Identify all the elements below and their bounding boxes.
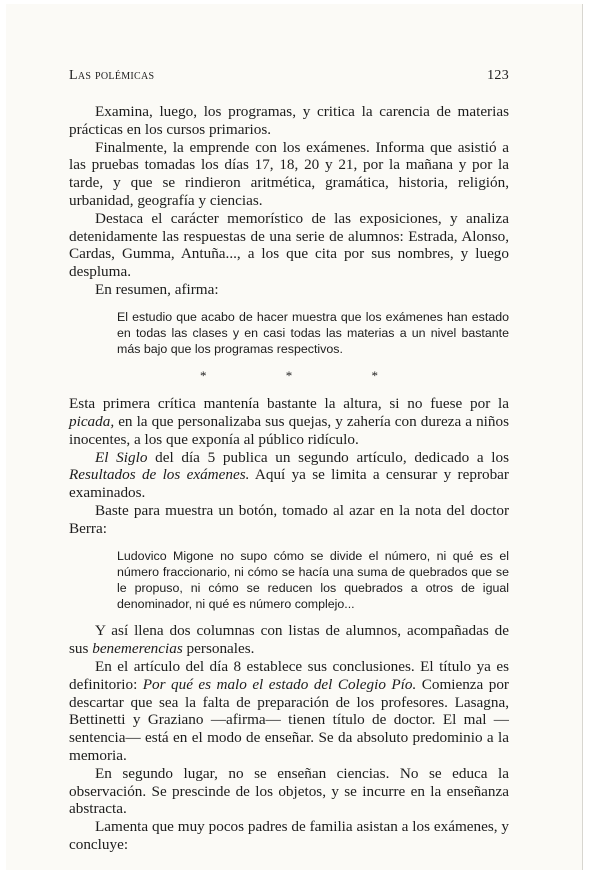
page-number: 123 bbox=[487, 68, 509, 83]
block-quote bbox=[117, 548, 509, 613]
text-run: Aquí ya se limita a censurar y reprobar examinados. bbox=[69, 466, 509, 502]
page-sheet bbox=[6, 4, 583, 870]
text-run: Y así llena dos columnas con listas de alumnos, acompañadas de sus bbox=[69, 622, 509, 658]
text-run: Comienza por descartar que sea la falta de preparación de los profesores. Lasagna, Bettinetti y Graziano —afirma— tienen título de doctor. El mal —sentencia— está en el modo de enseñar. Se da absoluto predominio a la memoria. bbox=[69, 675, 509, 764]
paragraph bbox=[69, 658, 509, 765]
italic-text: El Siglo bbox=[95, 448, 148, 466]
paragraph bbox=[69, 395, 509, 448]
paragraph: Finalmente, la emprende con los exámenes. Informa que asistió a las pruebas tomadas los días 17, 18, 20 y 21, por la mañana y por la tarde, y que se rindieron aritmética, gramática, historia, religión, urbanidad, geografía y ciencias. bbox=[69, 138, 509, 209]
italic-text: Resultados de los exámenes. bbox=[69, 466, 250, 484]
quote-text: Ludovico Migone no supo cómo se divide el número, ni qué es el número fraccionario, ni cómo se hacía una suma de quebrados que se le propuso, ni cómo se reducen los quebrados a otros de igual denominador, ni qué es número complejo... bbox=[117, 548, 509, 612]
paragraph: En segundo lugar, no se enseñan ciencias. No se educa la observación. Se prescinde de los objetos, y se incurre en la enseñanza abstracta. bbox=[69, 764, 509, 818]
text-run: en la que personalizaba sus quejas, y zahería con dureza a niños inocentes, a los que exponía al público ridículo. bbox=[69, 412, 509, 448]
italic-text: Por qué es malo el estado del Colegio Pío. bbox=[142, 675, 417, 693]
paragraph bbox=[69, 622, 509, 658]
quote-text: El estudio que acabo de hacer muestra que los exámenes han estado en todas las clases y en casi todas las materias a un nivel bastante más bajo que los programas respectivos. bbox=[117, 309, 509, 357]
paragraph: Lamenta que muy pocos padres de familia asistan a los exámenes, y concluye: bbox=[69, 818, 509, 853]
italic-text: benemerencias bbox=[92, 640, 183, 658]
paragraph bbox=[69, 449, 509, 502]
paragraph: Baste para muestra un botón, tomado al azar en la nota del doctor Berra: bbox=[69, 501, 509, 537]
block-quote bbox=[117, 309, 509, 358]
italic-text: picada, bbox=[69, 412, 115, 430]
section-separator: * * * bbox=[200, 368, 416, 384]
body-text bbox=[69, 103, 509, 854]
running-head: Las polémicas bbox=[69, 68, 155, 83]
text-run: Esta primera crítica mantenía bastante la altura, si no fuese por la bbox=[69, 395, 509, 413]
text-run: del día 5 publica un segundo artículo, dedicado a los bbox=[147, 448, 510, 466]
paragraph: En resumen, afirma: bbox=[95, 280, 219, 298]
paragraph: Examina, luego, los programas, y critica la carencia de materias prácticas en los cursos primarios. bbox=[69, 103, 509, 138]
page-header bbox=[69, 68, 509, 88]
text-run: En el artículo del día 8 establece sus conclusiones. El título ya es definitorio: bbox=[69, 657, 509, 693]
paragraph: Destaca el carácter memorístico de las exposiciones, y analiza detenidamente las respuestas de una serie de alumnos: Estrada, Alonso, Cardas, Gumma, Antuña..., a los que cita por sus nombres, y luego despluma. bbox=[69, 209, 509, 281]
text-run: personales. bbox=[182, 640, 255, 658]
